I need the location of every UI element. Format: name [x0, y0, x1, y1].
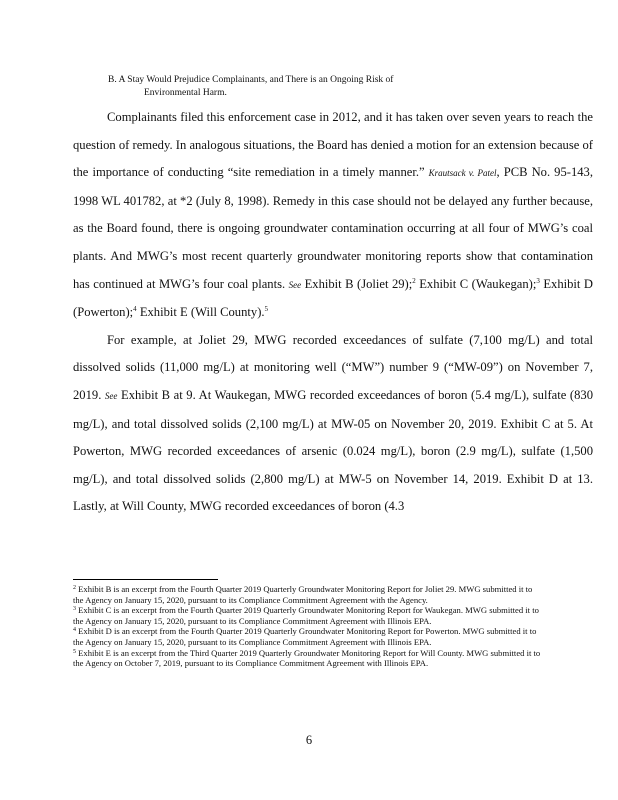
footnote-ref[interactable]: 2 [412, 276, 416, 285]
footnote-ref[interactable]: 4 [133, 305, 137, 314]
footnote-ref[interactable]: 5 [264, 305, 269, 314]
case-citation: Krautsack v. Patel [428, 168, 497, 179]
body-text [73, 104, 593, 521]
paragraph-2: For example, at Joliet 29, MWG recorded exceedances of sulfate (7,100 mg/L) and total dissolved solids (11,000 mg/L) at monitoring well (“MW”) number 9 (“MW-09”) on November 7, 2019. See Exhibit B at 9. At Waukegan, MWG recorded exceedances of boron (5.4 mg/L), sulfate (830 mg/L), and total dissolved solids (2,100 mg/L) at MW-05 on November 20, 2019. Exhibit C at 5. At Powerton, MWG recorded exceedances of arsenic (0.024 mg/L), boron (2.9 mg/L), sulfate (1,500 mg/L), and total dissolved solids (2,800 mg/L) at MW-5 on November 14, 2019. Exhibit D at 13. Lastly, at Will County, MWG recorded exceedances of boron (4.3 [73, 332, 593, 514]
see-signal: See [288, 279, 302, 290]
footnote-divider [73, 579, 218, 580]
paragraph-1: Complainants filed this enforcement case in 2012, and it has taken over seven years to reach the question of remedy. In analogous situations, the Board has denied a motion for an extension because of the importance of conducting “site remediation in a timely manner.” Krautsack v. Patel, PCB No. 95-143, 1998 WL 401782, at *2 (July 8, 1998). Remedy in this case should not be delayed any further because, as the Board found, there is ongoing groundwater contamination occurring at all four of MWG’s coal plants. And MWG’s most recent quarterly groundwater monitoring reports show that contamination has continued at MWG’s four coal plants. See Exhibit B (Joliet 29);$^2$ Exhibit C (Waukegan);$^3$ Exhibit D (Powerton);$^4$ Exhibit E (Will County).$^5$ [73, 110, 593, 320]
heading-line-1: A Stay Would Prejudice Complainants, and There is an Ongoing Risk of [118, 75, 394, 85]
footnote: $^3$ Exhibit C is an excerpt from the Fourth Quarter 2019 Quarterly Groundwater Monitoring Report for Waukegan. MWG submitted it to the Agency on January 15, 2020, pursuant to its Compliance Commitment Agreement with Illinois EPA. [73, 605, 539, 626]
heading-line-2: Environmental Harm. [144, 88, 227, 98]
footnote: $^5$ Exhibit E is an excerpt from the Third Quarter 2019 Quarterly Groundwater Monitoring Report for Will County. MWG submitted it to the Agency on October 7, 2019, pursuant to its Compliance Commitment Agreement with Illinois EPA. [73, 647, 541, 669]
footnote: $^2$ Exhibit B is an excerpt from the Fourth Quarter 2019 Quarterly Groundwater Monitoring Report for Joliet 29. MWG submitted it to the Agency on January 15, 2020, pursuant to its Compliance Commitment Agreement with the Agency. [73, 584, 533, 605]
see-signal: See [104, 390, 118, 401]
footnote-ref[interactable]: 3 [536, 276, 540, 285]
footnote: $^4$ Exhibit D is an excerpt from the Fourth Quarter 2019 Quarterly Groundwater Monitoring Report for Powerton. MWG submitted it to the Agency on January 15, 2020, pursuant to its Compliance Commitment Agreement with Illinois EPA. [73, 626, 537, 647]
section-heading [108, 74, 528, 100]
page-number: 6 [305, 733, 313, 747]
heading-marker: B. [108, 75, 117, 85]
footnotes [73, 584, 543, 669]
